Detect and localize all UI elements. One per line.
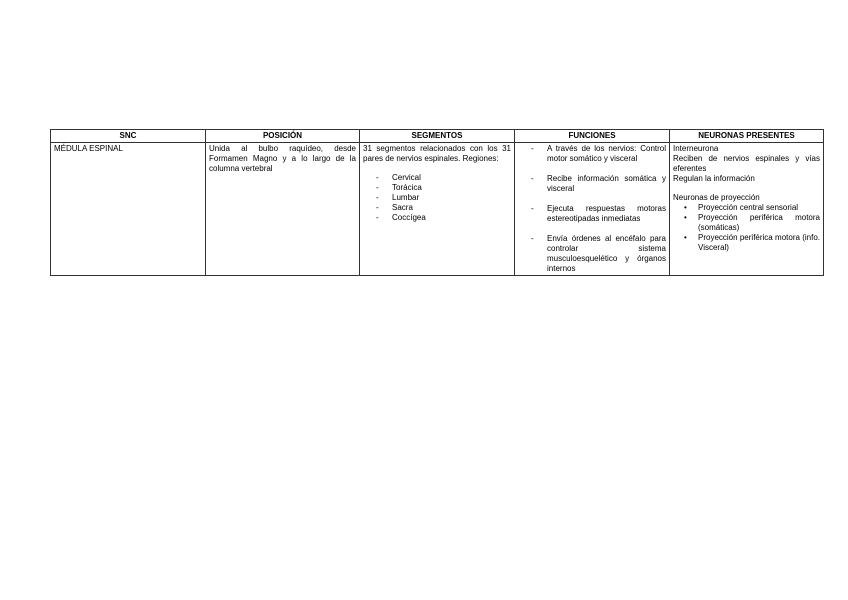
interneurona-line: Regulan la información <box>673 174 755 183</box>
list-item: - A través de los nervios: Control motor somático y visceral <box>531 144 666 163</box>
header-row <box>51 130 824 143</box>
header-segmentos: SEGMENTOS <box>360 130 515 143</box>
list-item: - Ejecuta respuestas motoras estereotipadas inmediatas <box>531 204 666 223</box>
proyeccion-heading: Neuronas de proyección <box>673 193 760 202</box>
list-item: - Lumbar <box>376 193 420 202</box>
cell-neuronas <box>670 143 824 276</box>
table-row <box>51 143 824 276</box>
list-item: • Proyección periférica motora (info. Visceral) <box>684 233 820 252</box>
cell-segmentos <box>360 143 515 276</box>
header-neuronas: NEURONAS PRESENTES <box>670 130 824 143</box>
cell-posicion: Unida al bulbo raquídeo, desde Formamen Magno y a lo largo de la columna vertebral <box>206 143 360 276</box>
list-item: - Recibe información somática y visceral <box>531 174 666 193</box>
list-item: • Proyección periférica motora (somáticas) <box>684 213 820 232</box>
header-posicion: POSICIÓN <box>206 130 360 143</box>
header-funciones: FUNCIONES <box>515 130 670 143</box>
interneurona-heading: Interneurona <box>673 144 719 153</box>
interneurona-line: Reciben de nervios espinales y vías eferentes <box>673 154 820 173</box>
cell-funciones <box>515 143 670 276</box>
snc-table <box>50 129 824 276</box>
segmentos-intro: 31 segmentos relacionados con los 31 pares de nervios espinales. Regiones: <box>363 144 511 163</box>
proyeccion-list <box>673 203 820 253</box>
cell-snc: MÉDULA ESPINAL <box>51 143 206 276</box>
list-item: - Envía órdenes al encéfalo para controlar sistema musculoesquelético y órganos internos <box>531 234 666 273</box>
list-item: - Coccígea <box>376 213 426 222</box>
list-item: - Cervical <box>376 173 421 182</box>
list-item: - Sacra <box>376 203 413 212</box>
funciones-list <box>518 144 666 274</box>
list-item: - Torácica <box>376 183 422 192</box>
regiones-list <box>363 173 511 223</box>
header-snc: SNC <box>51 130 206 143</box>
list-item: • Proyección central sensorial <box>684 203 799 212</box>
